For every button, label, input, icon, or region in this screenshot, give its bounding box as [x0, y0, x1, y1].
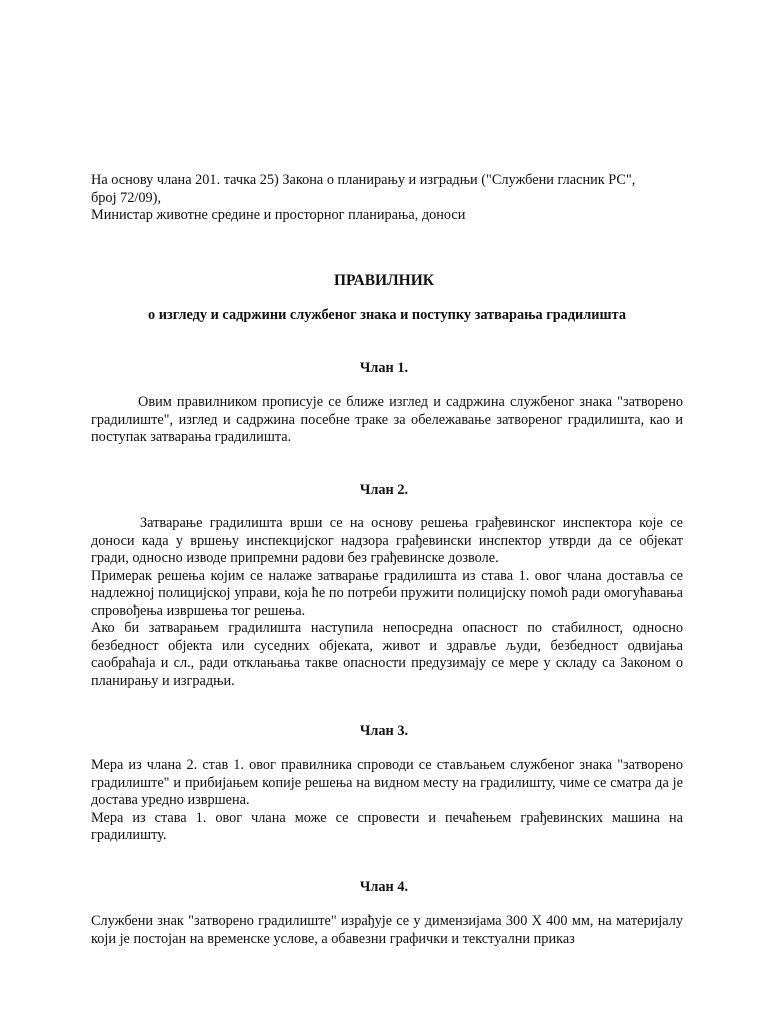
article-paragraph: Ако би затварањем градилишта наступила непосредна опасност по стабилност, односно безбедност објекта или суседних објеката, живот и здравље људи, безбедност одвијања саобраћаја и сл., ради отклањања такве опасности предузимају се мере у складу са Законом о планирању и изградњи. [91, 620, 683, 689]
article-paragraph: Овим правилником прописује се ближе изглед и садржина службеног знака "затворено градилиште", изглед и садржина посебне траке за обележавање затвореног градилишта, као и поступак затварања градилишта. [91, 394, 683, 445]
article-paragraph: Мера из члана 2. став 1. овог правилника спроводи се стављањем службеног знака "затворено градилиште" и прибијањем копије решења на видном месту на градилишту, чиме се сматра да је достава уредно извршена. [91, 757, 683, 808]
article-heading: Члан 3. [359, 723, 409, 739]
article-heading: Члан 2. [359, 482, 409, 498]
document-title: ПРАВИЛНИК [333, 272, 435, 289]
preamble-line: број 72/09), [91, 189, 162, 206]
article-body [91, 515, 683, 690]
article-paragraph: Службени знак "затворено градилиште" израђује се у димензијама 300 X 400 мм, на материјалу који је постојан на временске услове, а обавезни графички и текстуални приказ [91, 913, 683, 947]
preamble [91, 172, 683, 225]
article-body [91, 757, 683, 845]
article-paragraph: Примерак решења којим се налаже затварање градилишта из става 1. овог члана доставља се надлежној полицијској управи, која ће по потреби пружити полицијску помоћ ради омогућавања спровођења извршења тог решења. [91, 567, 683, 619]
article-paragraph: Затварање градилишта врши се на основу решења грађевинског инспектора које се доноси када у вршењу инспекцијског надзора грађевински инспектор утврди да се објекат гради, односно изводе припремни радови без грађевинске дозволе. [91, 515, 683, 566]
article-body [91, 913, 683, 948]
preamble-line: На основу члана 201. тачка 25) Закона о планирању и изградњи ("Службени гласник РС", [91, 172, 636, 188]
article-paragraph: Мера из става 1. овог члана може се спровести и печаћењем грађевинских машина на градилишту. [91, 809, 683, 843]
article-heading: Члан 1. [359, 360, 409, 376]
article-body [91, 394, 683, 447]
preamble-line: Министар животне средине и просторног планирања, доноси [91, 207, 466, 223]
document-subtitle: о изгледу и садржини службеног знака и поступку затварања градилишта [148, 307, 626, 323]
article-heading: Члан 4. [359, 879, 409, 895]
